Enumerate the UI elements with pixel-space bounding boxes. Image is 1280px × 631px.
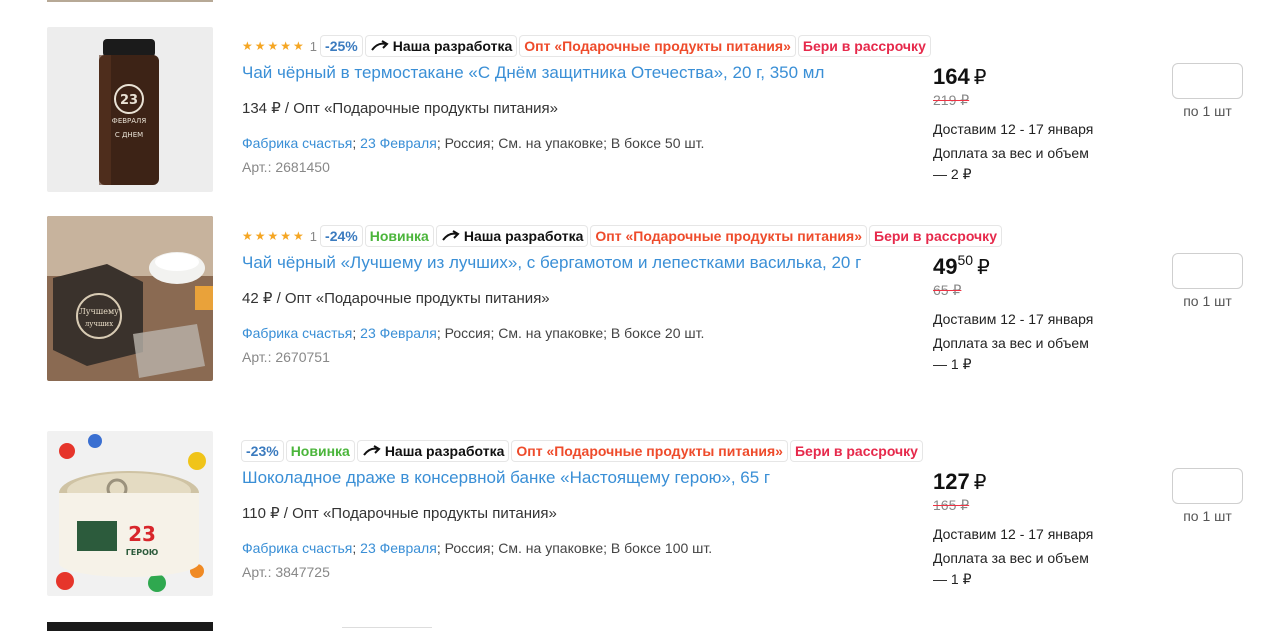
wholesale-price: 110 ₽ / Опт «Подарочные продукты питания»: [242, 505, 557, 522]
price-value: 49: [933, 254, 958, 279]
price-block: [933, 64, 1133, 185]
arrow-icon: [370, 40, 390, 52]
candy-tin-image: [47, 431, 213, 596]
product-image[interactable]: [47, 431, 213, 596]
discount-badge: -24%: [321, 226, 362, 246]
badges-row: [242, 440, 918, 462]
new-badge: Новинка: [287, 441, 354, 461]
quantity-block: [1172, 468, 1243, 524]
installment-badge[interactable]: Бери в рассрочку: [799, 36, 930, 56]
product-card: [0, 405, 1280, 595]
delivery-info: Доставим 12 - 17 января: [933, 121, 1094, 137]
own-development-label: Наша разработка: [463, 228, 584, 244]
svg-text:ФЕВРАЛЯ: ФЕВРАЛЯ: [111, 117, 147, 125]
currency-sign: ₽: [973, 472, 987, 494]
own-development-badge: [437, 226, 588, 246]
price-value: 127: [933, 469, 970, 494]
review-count: 1: [309, 38, 318, 54]
arrow-icon: [362, 445, 382, 457]
wholesale-price: 134 ₽ / Опт «Подарочные продукты питания»: [242, 100, 558, 117]
own-development-label: Наша разработка: [384, 443, 505, 459]
quantity-unit: по 1 шт: [1183, 103, 1232, 119]
wholesale-badge[interactable]: Опт «Подарочные продукты питания»: [512, 441, 787, 461]
brand-link[interactable]: Фабрика счастья: [242, 135, 353, 151]
meta-details: ; Россия; См. на упаковке; В боксе 100 шт.: [436, 540, 713, 556]
quantity-input[interactable]: [1172, 63, 1243, 99]
rating-stars[interactable]: [242, 229, 317, 244]
svg-text:23: 23: [128, 522, 156, 546]
price-block: [933, 469, 1133, 590]
product-title-link[interactable]: Чай чёрный в термостакане «С Днём защитника Отечества», 20 г, 350 мл: [242, 63, 825, 82]
own-development-label: Наша разработка: [392, 38, 513, 54]
surcharge-info: Доплата за вес и объем — 1 ₽: [933, 550, 1089, 587]
wholesale-badge[interactable]: Опт «Подарочные продукты питания»: [520, 36, 795, 56]
badges-row: [242, 35, 926, 57]
price-block: [933, 254, 1133, 375]
wholesale-badge[interactable]: Опт «Подарочные продукты питания»: [591, 226, 866, 246]
article-number: Арт.: 2670751: [242, 349, 330, 365]
old-price: 65 ₽: [933, 282, 962, 298]
svg-text:С ДНЕМ: С ДНЕМ: [114, 131, 144, 139]
new-badge: Новинка: [366, 226, 433, 246]
product-meta: Фабрика счастья; 23 Февраля; Россия; См. на упаковке; В боксе 100 шт.: [242, 540, 713, 556]
quantity-input[interactable]: [1172, 253, 1243, 289]
svg-text:ГЕРОЮ: ГЕРОЮ: [125, 548, 159, 557]
currency-sign: ₽: [977, 257, 990, 279]
rating-stars[interactable]: [242, 39, 317, 54]
review-count: 1: [309, 228, 318, 244]
own-development-badge: [366, 36, 517, 56]
quantity-block: [1172, 253, 1243, 309]
svg-text:лучших: лучших: [84, 320, 114, 328]
next-product-badges-edge: [342, 627, 432, 631]
meta-details: ; Россия; См. на упаковке; В боксе 20 шт.: [436, 325, 705, 341]
product-card: [0, 190, 1280, 380]
quantity-block: [1172, 63, 1243, 119]
brand-link[interactable]: Фабрика счастья: [242, 325, 353, 341]
price-cents: 50: [957, 252, 974, 268]
badges-row: [242, 225, 997, 247]
current-price: [933, 254, 1133, 280]
surcharge-info: Доплата за вес и объем — 2 ₽: [933, 145, 1089, 182]
product-image[interactable]: [47, 216, 213, 381]
tea-pack-image: [47, 216, 213, 381]
delivery-info: Доставим 12 - 17 января: [933, 526, 1094, 542]
current-price: [933, 64, 1133, 90]
holiday-link[interactable]: 23 Февраля: [360, 540, 437, 556]
quantity-unit: по 1 шт: [1183, 508, 1232, 524]
quantity-input[interactable]: [1172, 468, 1243, 504]
article-number: Арт.: 2681450: [242, 159, 330, 175]
installment-badge[interactable]: Бери в рассрочку: [870, 226, 1001, 246]
svg-text:Лучшему: Лучшему: [79, 307, 119, 316]
quantity-unit: по 1 шт: [1183, 293, 1232, 309]
meta-details: ; Россия; См. на упаковке; В боксе 50 шт.: [436, 135, 705, 151]
product-title-link[interactable]: Шоколадное драже в консервной банке «Настоящему герою», 65 г: [242, 468, 771, 487]
arrow-icon: [441, 230, 461, 242]
price-value: 164: [933, 64, 970, 89]
holiday-link[interactable]: 23 Февраля: [360, 325, 437, 341]
current-price: [933, 469, 1133, 495]
own-development-badge: [358, 441, 509, 461]
holiday-link[interactable]: 23 Февраля: [360, 135, 437, 151]
svg-text:23: 23: [119, 93, 139, 108]
thermos-image: [47, 27, 213, 192]
currency-sign: ₽: [973, 67, 987, 89]
wholesale-price: 42 ₽ / Опт «Подарочные продукты питания»: [242, 290, 550, 307]
product-image[interactable]: [47, 27, 213, 192]
product-meta: Фабрика счастья; 23 Февраля; Россия; См. на упаковке; В боксе 20 шт.: [242, 325, 705, 341]
product-card: [0, 0, 1280, 190]
old-price: 219 ₽: [933, 92, 970, 108]
stars-icon: ★★★★★: [242, 229, 306, 243]
brand-link[interactable]: Фабрика счастья: [242, 540, 353, 556]
stars-icon: ★★★★★: [242, 39, 306, 53]
old-price: 165 ₽: [933, 497, 970, 513]
surcharge-info: Доплата за вес и объем — 1 ₽: [933, 335, 1089, 372]
article-number: Арт.: 3847725: [242, 564, 330, 580]
next-product-image-edge: [47, 622, 213, 631]
installment-badge[interactable]: Бери в рассрочку: [791, 441, 922, 461]
product-meta: Фабрика счастья; 23 Февраля; Россия; См. на упаковке; В боксе 50 шт.: [242, 135, 705, 151]
product-title-link[interactable]: Чай чёрный «Лучшему из лучших», с бергамотом и лепестками василька, 20 г: [242, 253, 862, 272]
delivery-info: Доставим 12 - 17 января: [933, 311, 1094, 327]
discount-badge: -25%: [321, 36, 362, 56]
discount-badge: -23%: [242, 441, 283, 461]
